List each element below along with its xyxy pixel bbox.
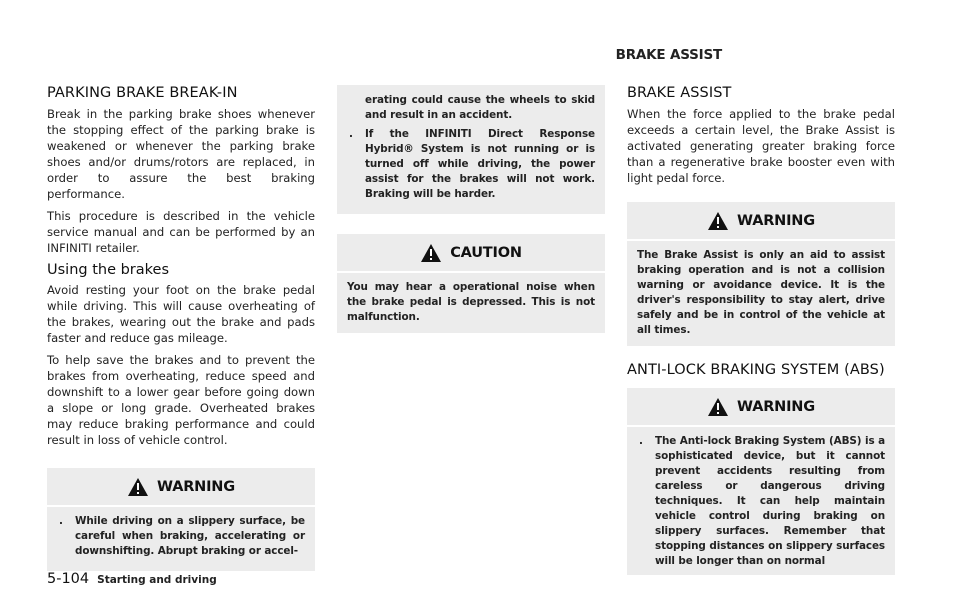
- warning-item-text: erating could cause the wheels to skid and result in an accident.: [365, 94, 595, 121]
- paragraph: Avoid resting your foot on the brake pedal while driving. This will cause overheating of the brakes, wearing out the brake and pads faster and reduce gas mileage.: [47, 283, 315, 345]
- bullet: .: [59, 515, 63, 527]
- warning-item: [347, 127, 595, 202]
- warning-box-abs: [627, 388, 895, 575]
- warning-item-text: If the INFINITI Direct Response Hybrid® System is not running or is turned off while driving, the power assist for the brakes will not work. Braking will be harder.: [365, 128, 595, 200]
- section-title-abs: ANTI-LOCK BRAKING SYSTEM (ABS): [627, 362, 885, 378]
- warning-label: WARNING: [737, 212, 815, 229]
- caution-text: You may hear a operational noise when the brake pedal is depressed. This is not malfunction.: [347, 281, 595, 323]
- warning-item-text: The Anti-lock Braking System (ABS) is a sophisticated device, but it cannot prevent accidents resulting from careless or dangerous driving techniques. It can help maintain vehicle control during braking on slippery surfaces. Remember that stopping distances on slippery surfaces will be longer than on normal: [655, 435, 885, 567]
- bullet: .: [349, 128, 353, 140]
- warning-body: [337, 85, 605, 214]
- warning-item: [57, 514, 305, 559]
- warning-box-continued: [337, 85, 605, 214]
- warning-body: [627, 241, 895, 346]
- paragraph: Break in the parking brake shoes whenever the stopping effect of the parking brake is weakened or whenever the parking brake shoes and/or drums/rotors are replaced, in order to assure the best braking performance.: [47, 107, 315, 201]
- warning-body: [627, 427, 895, 575]
- warning-text: The Brake Assist is only an aid to assist braking operation and is not a collision warning or avoidance device. It is the driver's responsibility to stay alert, drive safely and be in control of the vehicle at all times.: [637, 249, 885, 336]
- column-left: [47, 85, 315, 571]
- caution-body: [337, 273, 605, 333]
- section-title-parking-brake: PARKING BRAKE BREAK-IN: [47, 85, 238, 101]
- warning-label: WARNING: [737, 398, 815, 415]
- page-number: 5-104: [47, 571, 90, 587]
- warning-box: [47, 468, 315, 571]
- section-title-brake-assist: BRAKE ASSIST: [627, 85, 732, 101]
- caution-box: [337, 234, 605, 333]
- paragraph: When the force applied to the brake pedal exceeds a certain level, the Brake Assist is activated generating greater braking force than a regenerative brake booster even with light pedal force.: [627, 107, 895, 185]
- warning-body: [47, 507, 315, 571]
- running-head: BRAKE ASSIST: [615, 47, 722, 63]
- paragraph: This procedure is described in the vehicle service manual and can be performed by an INFINITI retailer.: [47, 209, 315, 255]
- warning-item-continued: [347, 93, 595, 123]
- column-middle: [337, 85, 605, 333]
- warning-triangle-icon: [127, 477, 149, 497]
- caution-header: [337, 234, 605, 273]
- warning-label: WARNING: [157, 478, 235, 495]
- footer-section-name: Starting and driving: [97, 574, 217, 586]
- page-footer: [47, 571, 217, 587]
- warning-item: [637, 434, 885, 569]
- subsection-title-using-brakes: Using the brakes: [47, 262, 170, 278]
- warning-box: [627, 202, 895, 346]
- warning-triangle-icon: [707, 211, 729, 231]
- warning-item-text: While driving on a slippery surface, be careful when braking, accelerating or downshifting. Abrupt braking or accel-: [75, 515, 305, 557]
- caution-label: CAUTION: [450, 244, 522, 261]
- bullet: .: [639, 435, 643, 447]
- warning-triangle-icon: [707, 397, 729, 417]
- warning-header: [627, 388, 895, 427]
- column-right: [627, 85, 895, 575]
- warning-header: [627, 202, 895, 241]
- paragraph: To help save the brakes and to prevent the brakes from overheating, reduce speed and downshift to a lower gear before going down a slope or long grade. Overheated brakes may reduce braking performance and could result in loss of vehicle control.: [47, 353, 315, 447]
- caution-triangle-icon: [420, 243, 442, 263]
- warning-header: [47, 468, 315, 507]
